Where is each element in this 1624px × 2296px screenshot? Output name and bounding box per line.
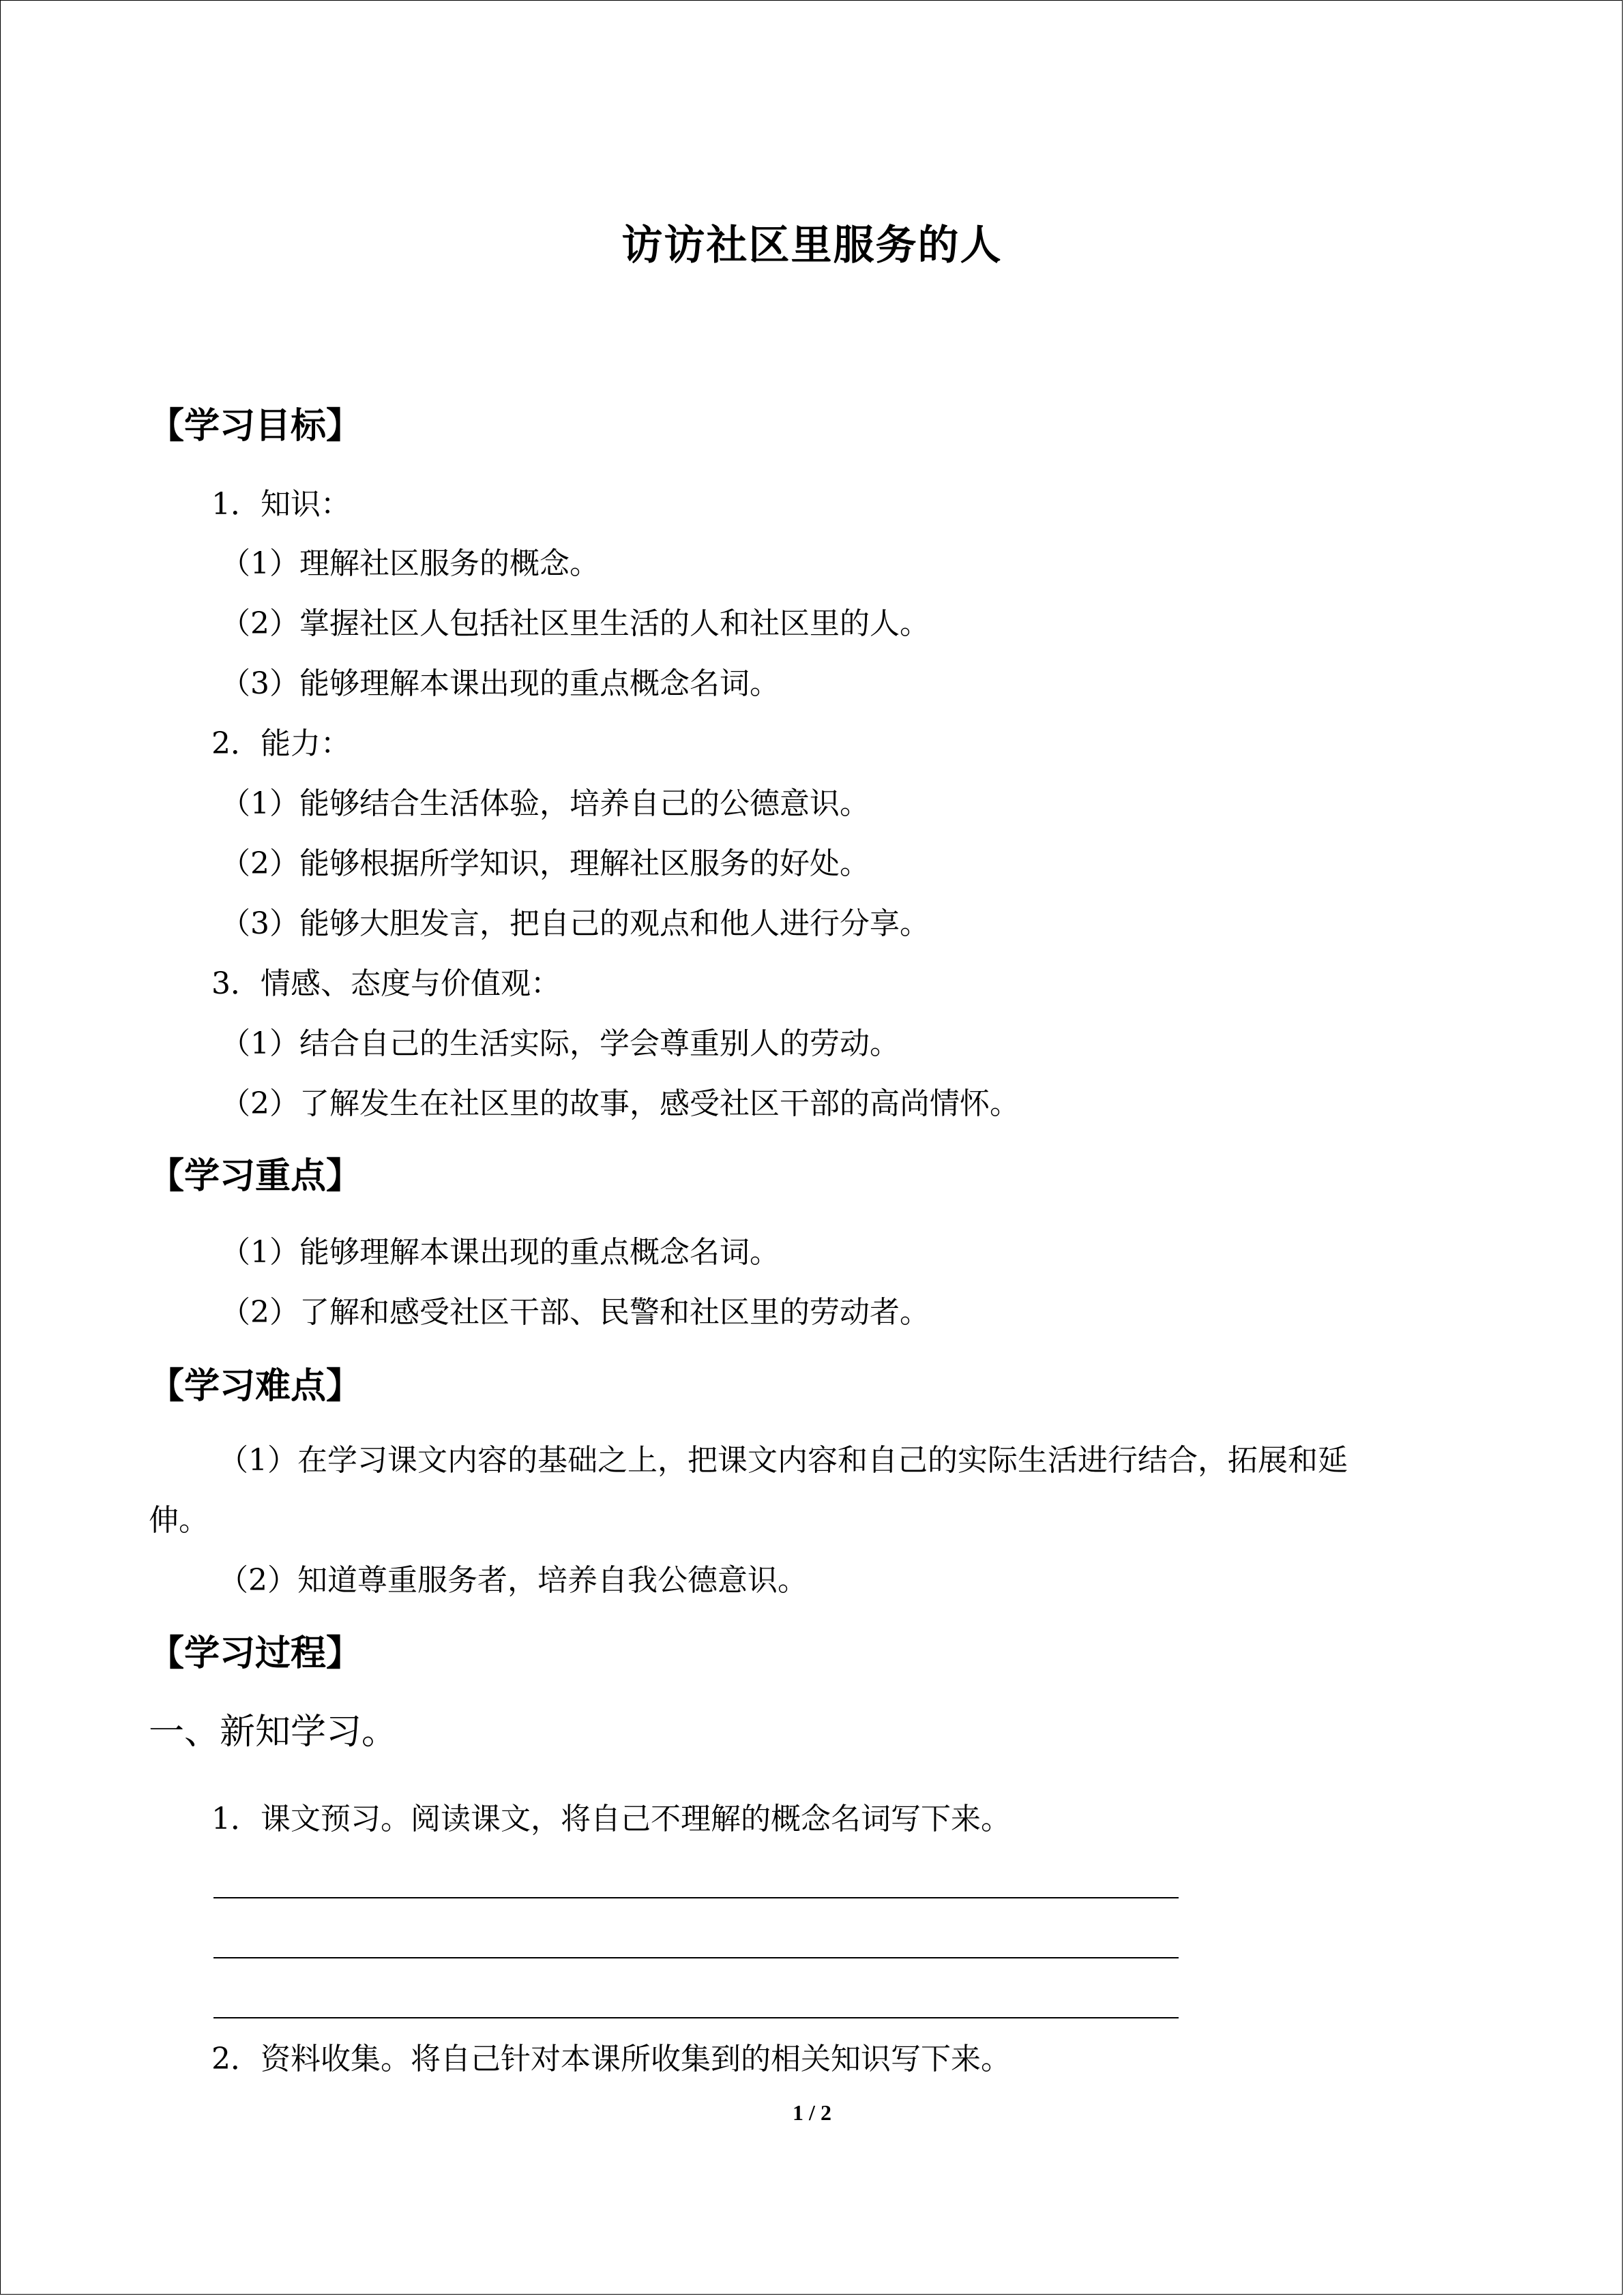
knowledge-item: （2）掌握社区人包括社区里生活的人和社区里的人。 [220,606,930,641]
answer-line[interactable] [213,1897,1179,1898]
key-point-item: （2）了解和感受社区干部、民警和社区里的劳动者。 [220,1295,930,1330]
difficulty-item-line: 伸。 [149,1503,209,1538]
ability-item: （2）能够根据所学知识，理解社区服务的好处。 [220,846,870,881]
answer-line[interactable] [213,2017,1179,2018]
page-title: 访访社区里服务的人 [621,222,1003,269]
difficulty-item-line: （1）在学习课文内容的基础之上，把课文内容和自己的实际生活进行结合，拓展和延 [218,1443,1348,1478]
page-number: 1 / 2 [793,2100,831,2125]
difficulties-heading: 【学习难点】 [149,1366,362,1407]
ability-item: （1）能够结合生活体验，培养自己的公德意识。 [220,786,870,821]
objectives-heading: 【学习目标】 [149,406,362,447]
process-heading: 【学习过程】 [149,1633,362,1674]
knowledge-label: 1．知识： [211,487,351,522]
task-collect: 2．资料收集。将自己针对本课所收集到的相关知识写下来。 [211,2042,1011,2076]
emotion-label: 3．情感、态度与价值观： [211,966,561,1001]
key-point-item: （1）能够理解本课出现的重点概念名词。 [220,1235,780,1270]
section-new-knowledge: 一、新知学习。 [149,1712,398,1753]
task-preview: 1．课文预习。阅读课文，将自己不理解的概念名词写下来。 [211,1802,1011,1836]
ability-label: 2．能力： [211,726,351,761]
ability-item: （3）能够大胆发言，把自己的观点和他人进行分享。 [220,906,930,941]
knowledge-item: （3）能够理解本课出现的重点概念名词。 [220,666,780,701]
key-points-heading: 【学习重点】 [149,1156,362,1197]
knowledge-item: （1）理解社区服务的概念。 [220,546,600,581]
emotion-item: （1）结合自己的生活实际，学会尊重别人的劳动。 [220,1026,900,1061]
difficulty-item: （2）知道尊重服务者，培养自我公德意识。 [218,1563,808,1598]
answer-line[interactable] [213,1957,1179,1958]
emotion-item: （2）了解发生在社区里的故事，感受社区干部的高尚情怀。 [220,1086,1020,1121]
